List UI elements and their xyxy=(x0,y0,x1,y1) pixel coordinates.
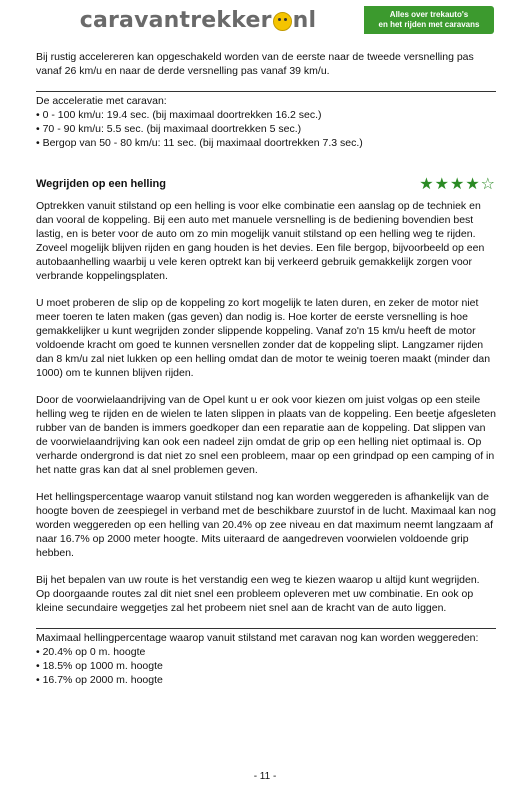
intro-paragraph: Bij rustig accelereren kan opgeschakeld worden van de eerste naar de tweede versnelling pas vanaf 26 km/u en naar de derde versnelling pas vanaf 39 km/u. xyxy=(36,51,474,77)
acceleration-box xyxy=(36,91,496,150)
slope-item: • 16.7% op 2000 m. hoogte xyxy=(36,674,163,686)
site-logo xyxy=(32,6,364,34)
acceleration-item: • 70 - 90 km/u: 5.5 sec. (bij maximaal doortrekken 5 sec.) xyxy=(36,123,302,135)
slope-item: • 20.4% op 0 m. hoogte xyxy=(36,646,146,658)
tagline-line-2: en het rijden met caravans xyxy=(378,20,480,29)
section-header xyxy=(36,174,496,193)
page-content xyxy=(36,50,496,687)
logo-text-right: nl xyxy=(292,7,317,33)
page-number: - 11 - xyxy=(253,771,277,782)
tagline-banner xyxy=(364,6,494,34)
slope-box-title: Maximaal hellingpercentage waarop vanuit stilstand met caravan nog kan worden weggereden: xyxy=(36,632,479,644)
body-paragraph: Door de voorwielaandrijving van de Opel kunt u er ook voor kiezen om juist volgas op een steile helling weg te rijden en de wielen te laten slippen in plaats van de koppeling. Een beetje afgesleten rubber van de banden is immers goedkoper dan een reparatie aan de koppeling. Dat slippen van de voorwielaandrijving kan ook een nadeel zijn omdat de grip op een helling niet optimaal is. Op verharde ondergrond is dat niet zo snel een probleem, maar op een grindpad op een camping of in het natte gras kan dat al snel problemen geven. xyxy=(36,394,496,476)
slope-item: • 18.5% op 1000 m. hoogte xyxy=(36,660,163,672)
section-heading: Wegrijden op een helling xyxy=(36,178,166,190)
body-paragraph: Het hellingspercentage waarop vanuit stilstand nog kan worden weggereden is afhankelijk van de hoogte boven de zeespiegel in verband met de beschikbare zuurstof in de lucht. Maximaal kan nog worden weggereden op een helling van 20.4% op zee niveau en dat maximum neemt langzaam af naar 16.7% op 2000 meter hoogte. Mits uiteraard de aangedreven voorwielen voldoende grip hebben. xyxy=(36,491,496,559)
logo-text-left: caravantrekker xyxy=(79,7,272,33)
star-rating-icon: ★★★★☆ xyxy=(419,174,496,193)
body-paragraph: Optrekken vanuit stilstand op een helling is voor elke combinatie een aanslag op de techniek en dan vooral de koppeling. Bij een auto met manuele versnelling is de bediening bovendien best lastig, en is beter voor de auto om zo min mogelijk vanuit stilstand op een helling weg te rijden. Zoveel mogelijk blijven rijden en gang houden is het devies. Een file bergop, bijvoorbeeld op een autobaanhelling waarbij u vele keren optrekt kan bij verkeerd gebruik gemakkelijk zorgen voor verbrande koppelingsplaten. xyxy=(36,200,485,282)
acceleration-item: • Bergop van 50 - 80 km/u: 11 sec. (bij maximaal doortrekken 7.3 sec.) xyxy=(36,137,363,149)
smiley-sun-icon xyxy=(273,12,292,31)
body-paragraph: U moet proberen de slip op de koppeling zo kort mogelijk te laten duren, en zeker de motor niet meer toeren te laten maken (gas geven) dan nodig is. Hoe korter de eerste versnelling is hoe gemakkelijker u kunt wegrijden zonder slippende koppeling. Vanaf zo'n 15 km/u heeft de motor voldoende kracht om goed te kunnen versnellen zonder dat de koppeling slipt. Langzamer rijden dan 8 km/u zal niet lukken op een helling omdat dan de motor te weinig toeren maakt (minder dan 1000) om te kunnen blijven rijden. xyxy=(36,297,491,379)
spacer xyxy=(36,150,496,177)
acceleration-item: • 0 - 100 km/u: 19.4 sec. (bij maximaal doortrekken 16.2 sec.) xyxy=(36,109,322,121)
slope-box xyxy=(36,628,496,687)
acceleration-box-title: De acceleratie met caravan: xyxy=(36,95,167,107)
page-header xyxy=(32,6,494,34)
tagline-line-1: Alles over trekauto's xyxy=(389,10,469,19)
body-paragraph: Bij het bepalen van uw route is het verstandig een weg te kiezen waarop u altijd kunt wegrijden. Op doorgaande routes zal dit niet snel een probleem opleveren met uw combinatie. En ook op kleine secundaire weggetjes zal het probeem niet snel aan de kracht van de auto liggen. xyxy=(36,574,480,614)
